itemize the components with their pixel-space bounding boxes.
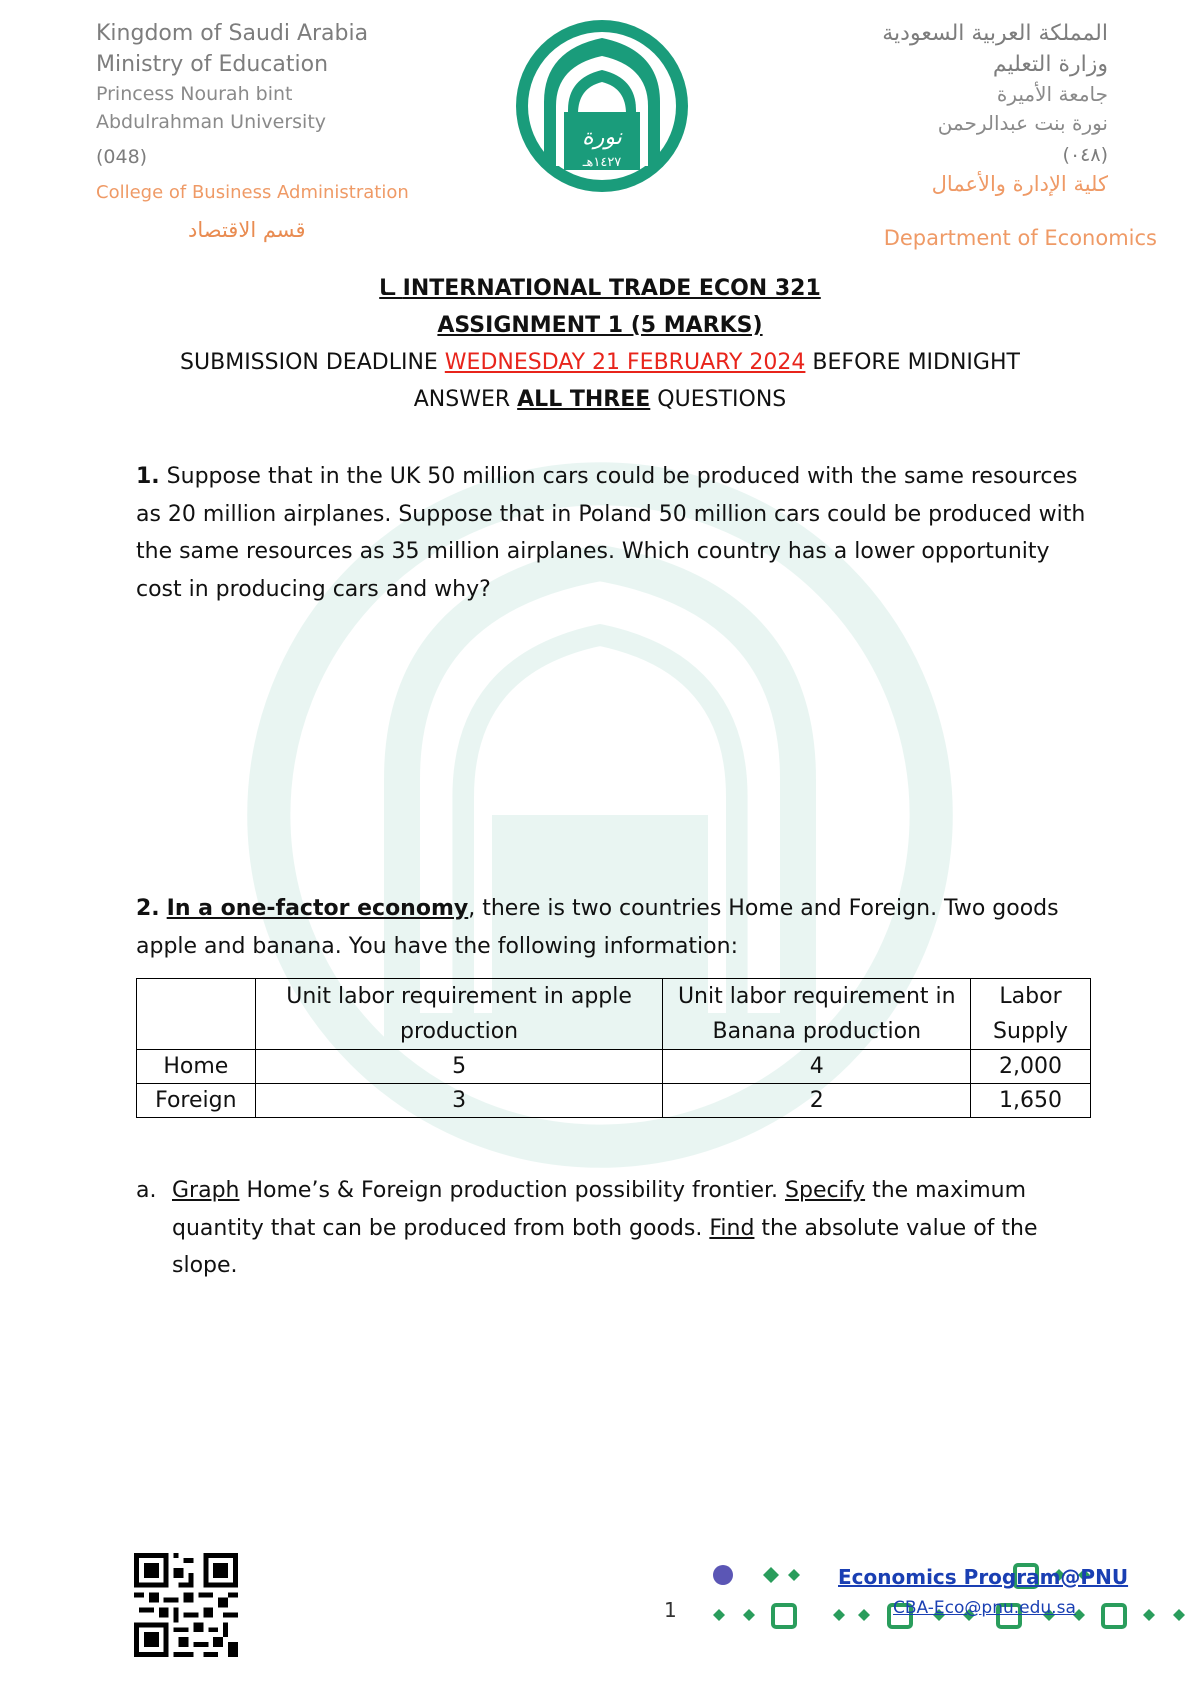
question-2a-part2: the maximum quantity that can be produced from both goods. xyxy=(172,1178,1027,1241)
qr-code-icon xyxy=(134,1553,238,1657)
university-line1: Princess Nourah bint xyxy=(96,83,293,105)
assignment-title: ASSIGNMENT 1 (5 MARKS) xyxy=(437,313,763,338)
course-name: INTERNATIONAL TRADE ECON 321 xyxy=(402,276,821,301)
question-2a xyxy=(136,1172,1096,1285)
university-code-arabic: (٠٤٨) xyxy=(1062,144,1108,166)
table-row xyxy=(137,1084,1091,1118)
answer-prefix: ANSWER xyxy=(413,387,511,412)
table-cell: 2 xyxy=(663,1084,971,1118)
question-1-number: 1. xyxy=(136,464,160,489)
keyword-specify: Specify xyxy=(785,1178,866,1203)
university-logo xyxy=(512,16,692,196)
university-arabic-line1: جامعة الأميرة xyxy=(996,82,1108,106)
question-2-number: 2. xyxy=(136,896,160,921)
college-name-arabic: كلية الإدارة والأعمال xyxy=(931,172,1108,196)
program-link[interactable]: Economics Program@PNU xyxy=(838,1565,1129,1589)
ministry-name: Ministry of Education xyxy=(96,52,329,77)
university-arabic-line2: نورة بنت عبدالرحمن xyxy=(937,111,1108,135)
course-title xyxy=(0,276,1200,301)
table-cell: 1,650 xyxy=(971,1084,1091,1118)
table-header-cell: Labor Supply xyxy=(971,979,1091,1050)
table-header-cell: Unit labor requirement in Banana production xyxy=(663,979,971,1050)
college-name: College of Business Administration xyxy=(96,182,409,203)
deadline-prefix: SUBMISSION DEADLINE xyxy=(180,350,438,375)
department-arabic: قسم الاقتصاد xyxy=(188,218,306,242)
table-cell: 3 xyxy=(255,1084,663,1118)
deadline-date: WEDNESDAY 21 FEBRUARY 2024 xyxy=(444,350,806,375)
header-right xyxy=(728,18,1108,196)
question-2a-part3: the absolute value of the slope. xyxy=(172,1215,1038,1278)
question-2-emphasis: In a one-factor economy xyxy=(166,896,469,921)
table-row xyxy=(137,1050,1091,1084)
table-cell: 2,000 xyxy=(971,1050,1091,1084)
country-name: Kingdom of Saudi Arabia xyxy=(96,21,369,46)
labor-requirement-table xyxy=(136,978,1091,1118)
deadline-line xyxy=(0,350,1200,375)
logo-text: نورة xyxy=(582,125,622,150)
department-english: Department of Economics xyxy=(883,226,1157,250)
deadline-suffix: BEFORE MIDNIGHT xyxy=(812,350,1020,375)
question-1-text: Suppose that in the UK 50 million cars could be produced with the same resources as 20 million airplanes. Suppose that in Poland 50 million cars could be produced with the same resources as 35 million airplanes. Which country has a lower opportunity cost in producing cars and why? xyxy=(136,464,1086,602)
question-2 xyxy=(136,890,1096,965)
ministry-name-arabic: وزارة التعليم xyxy=(992,52,1108,77)
question-2a-label: a. xyxy=(136,1178,157,1203)
university-code: (048) xyxy=(96,146,148,168)
table-cell: Foreign xyxy=(137,1084,256,1118)
course-prefix: ـا xyxy=(379,276,395,301)
logo-year: ١٤٢٧هـ xyxy=(582,155,622,170)
question-2-text: , there is two countries Home and Foreign. Two goods apple and banana. You have the following information: xyxy=(136,896,1059,959)
answer-suffix: QUESTIONS xyxy=(657,387,787,412)
table-cell: 5 xyxy=(255,1050,663,1084)
keyword-graph: Graph xyxy=(172,1178,240,1203)
email-link[interactable]: CBA-Eco@pnu.edu.sa xyxy=(893,1598,1076,1618)
table-header-cell xyxy=(137,979,256,1050)
question-1 xyxy=(136,458,1096,608)
header-left xyxy=(96,18,476,203)
keyword-find: Find xyxy=(709,1215,755,1241)
answer-instruction xyxy=(0,387,1200,412)
table-header-cell: Unit labor requirement in apple production xyxy=(255,979,663,1050)
table-cell: 4 xyxy=(663,1050,971,1084)
table-cell: Home xyxy=(137,1050,256,1084)
table-header-row xyxy=(137,979,1091,1050)
country-name-arabic: المملكة العربية السعودية xyxy=(882,21,1108,46)
university-line2: Abdulrahman University xyxy=(96,111,327,133)
question-2a-text xyxy=(172,1172,1096,1285)
page-number: 1 xyxy=(664,1598,677,1622)
question-2a-part1: Home’s & Foreign production possibility frontier. xyxy=(239,1178,786,1203)
answer-emphasis: ALL THREE xyxy=(517,387,651,412)
